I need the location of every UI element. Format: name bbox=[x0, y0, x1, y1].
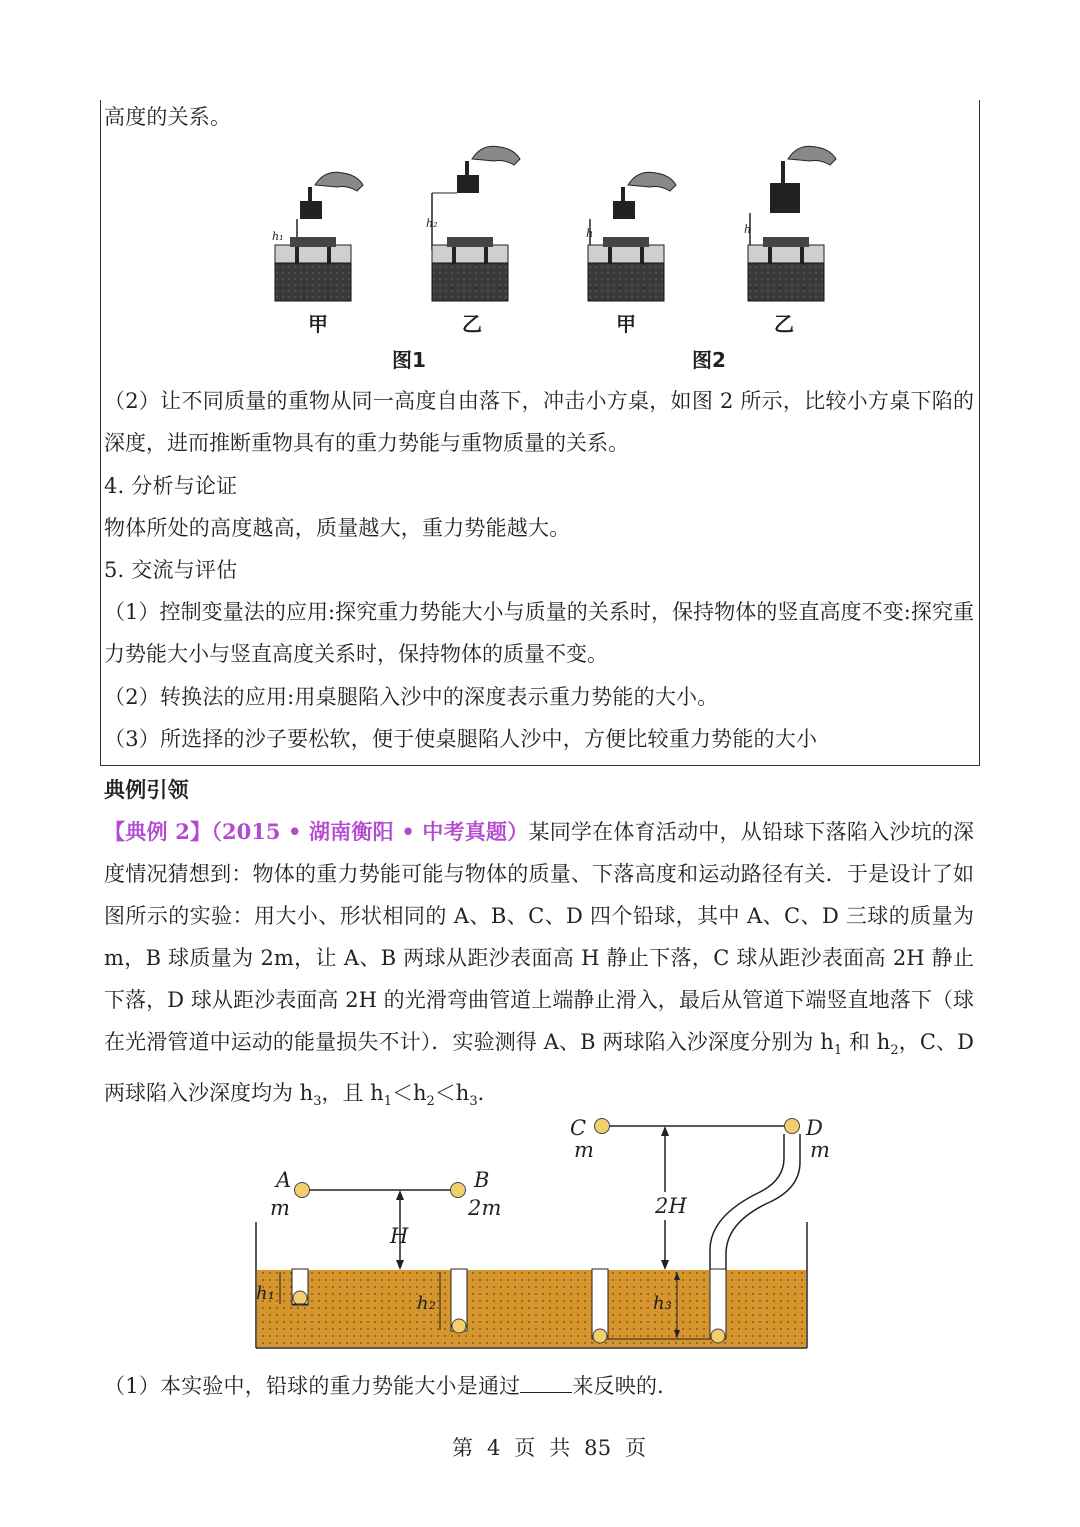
ball-d-label: D bbox=[806, 1116, 824, 1140]
rel-sub-3: 3 bbox=[469, 1094, 478, 1110]
h-label-fig2b: h bbox=[744, 223, 752, 236]
ball-a-mass: m bbox=[270, 1196, 291, 1220]
ball-c-label: C bbox=[570, 1116, 587, 1140]
section-4-title: 4. 分析与论证 bbox=[104, 474, 238, 498]
figure-experiment-tables bbox=[260, 145, 840, 375]
caption-fig1: 图1 bbox=[392, 348, 426, 372]
rel-sub-2: 2 bbox=[426, 1094, 435, 1110]
section-5-item-3: （3）所选择的沙子要松软，便于使桌腿陷人沙中，方便比较重力势能的大小 bbox=[104, 727, 818, 751]
ball-a-label: A bbox=[276, 1168, 292, 1192]
example-rel-a: ，且 h bbox=[321, 1081, 384, 1106]
caption-fig2: 图2 bbox=[692, 348, 726, 372]
sub-3: 3 bbox=[313, 1094, 322, 1110]
h2-label-fig1: h₂ bbox=[426, 217, 438, 230]
question-1-text-b: 来反映的． bbox=[572, 1374, 679, 1398]
height-h-label: H bbox=[390, 1224, 409, 1248]
paragraph-step2: （2）让不同质量的重物从同一高度自由落下，冲击小方桌，如图 2 所示，比较小方桌下陷的深度，进而推断重物具有的重力势能与重物质量的关系。 bbox=[104, 389, 974, 455]
h-label-fig2a: h bbox=[586, 227, 594, 240]
sub-2: 2 bbox=[890, 1043, 899, 1059]
example-tag: 【典例 2】（2015 • 湖南衡阳 • 中考真题） bbox=[104, 819, 529, 844]
depth-h2-label: h₂ bbox=[417, 1293, 437, 1314]
section-5-title: 5. 交流与评估 bbox=[104, 558, 238, 582]
example-body bbox=[104, 811, 974, 1123]
page-footer: 第 4 页 共 85 页 bbox=[452, 1436, 647, 1460]
height-2h-label: 2H bbox=[655, 1194, 688, 1218]
h1-label-fig1: h₁ bbox=[272, 230, 284, 243]
ball-c-mass: m bbox=[574, 1138, 595, 1162]
section-5-item-2: （2）转换法的应用:用桌腿陷入沙中的深度表示重力势能的大小。 bbox=[104, 685, 719, 709]
apparatus-yi-2 bbox=[748, 146, 836, 301]
depth-h1-label: h₁ bbox=[256, 1283, 276, 1304]
label-jia-fig1: 甲 bbox=[308, 312, 328, 336]
rel-sub-1: 1 bbox=[383, 1094, 392, 1110]
depth-h3-label: h₃ bbox=[653, 1293, 673, 1314]
section-4-body: 物体所处的高度越高，质量越大，重力势能越大。 bbox=[104, 516, 571, 540]
label-yi-fig2: 乙 bbox=[774, 312, 794, 336]
text-line: 高度的关系。 bbox=[104, 105, 232, 129]
apparatus-jia-1 bbox=[275, 172, 363, 301]
example-text-and: 和 h bbox=[842, 1030, 891, 1054]
ball-d-mass: m bbox=[810, 1138, 831, 1162]
section-5-item-1: （1）控制变量法的应用:探究重力势能大小与质量的关系时，保持物体的竖直高度不变:探究重力势能大小与竖直高度关系时，保持物体的质量不变。 bbox=[104, 600, 974, 666]
apparatus-yi-1 bbox=[432, 146, 520, 301]
example-heading: 典例引领 bbox=[104, 777, 189, 802]
question-1 bbox=[104, 1372, 678, 1400]
label-yi-fig1: 乙 bbox=[462, 312, 482, 336]
example-text-mid: ，C、D 两球陷入沙深度均为 h bbox=[104, 1030, 974, 1106]
sand-pit-diagram bbox=[240, 1110, 840, 1355]
question-1-text-a: （1）本实验中，铅球的重力势能大小是通过 bbox=[104, 1374, 521, 1398]
example-rel-b: ＜h bbox=[391, 1081, 427, 1106]
example-rel-c: ＜h bbox=[434, 1081, 470, 1106]
ball-b-label: B bbox=[474, 1168, 490, 1192]
ball-b-mass: 2m bbox=[468, 1196, 502, 1220]
apparatus-jia-2 bbox=[588, 172, 676, 301]
example-rel-end: ． bbox=[477, 1081, 499, 1106]
label-jia-fig2: 甲 bbox=[616, 312, 636, 336]
sub-1: 1 bbox=[833, 1043, 843, 1059]
answer-blank[interactable] bbox=[520, 1372, 572, 1393]
example-text: 某同学在体育活动中，从铅球下落陷入沙坑的深度情况猜想到：物体的重力势能可能与物体的质量、下落高度和运动路径有关．于是设计了如图所示的实验：用大小、形状相同的 A、B、C、D 四个铅球，其中 A、C、D 三球的质量为 m，B 球质量为 2m，让 A、B 两球从距沙表面高 H 静止下落，C 球从距沙表面高 2H 静止下落，D 球从距沙表面高 2H 的光滑弯曲管道上端静止滑入，最后从管道下端竖直地落下（球在光滑管道中运动的能量损失不计）．实验测得 A、B 两球陷入沙深度分别为 h bbox=[104, 820, 974, 1054]
